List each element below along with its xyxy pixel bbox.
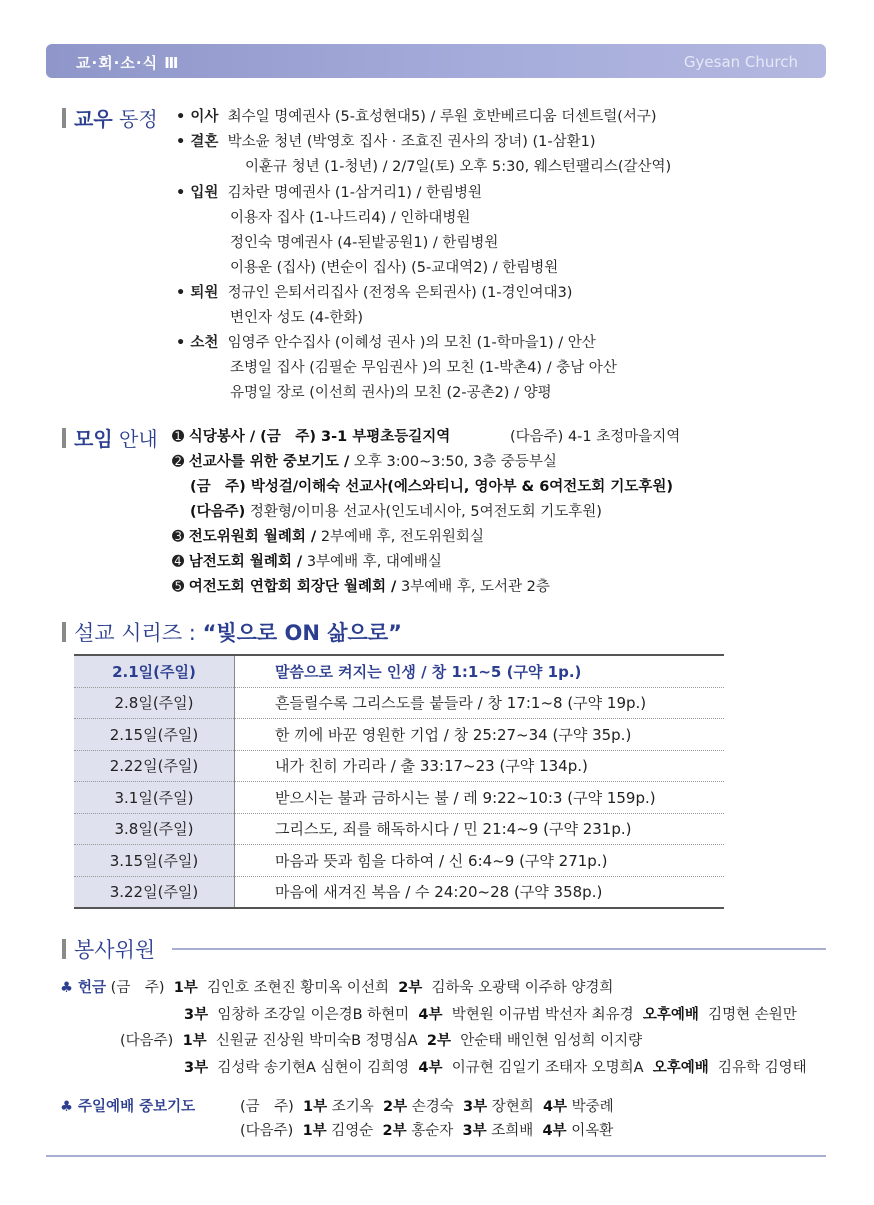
section-title-normal: 동정 [119,107,158,131]
sermon-title: 한 끼에 바꾼 영원한 기업 / 창 25:27~34 (구약 35p.) [235,719,725,751]
meeting-title: 식당봉사 / (금 주) 3-1 부평초등길지역 [188,429,451,445]
week-label: (다음주) [120,1033,174,1049]
meeting-item [172,575,550,596]
prayer-row [240,1095,614,1116]
sermon-title: 마음에 새겨진 복음 / 수 24:20~28 (구약 358p.) [235,876,725,908]
names: 이규현 김일기 조태자 오명희A [451,1060,644,1076]
number-icon: ➋ [172,454,185,470]
service-label: 1부 [173,980,198,996]
meeting-item [172,550,442,571]
meeting-title: 남전도회 월례회 / [188,554,303,570]
item-label: • 결혼 [176,134,219,150]
item-text: 김차란 명예권사 (1-삼거리1) / 한림병원 [227,185,482,201]
section-title-bold: 봉사위원 [74,938,156,962]
footer-divider [46,1155,826,1157]
names: 조희배 [491,1123,534,1139]
prayer-label: ♣ 주일예배 중보기도 [60,1099,196,1115]
names: 박현원 이규범 박선자 최유경 [451,1007,634,1023]
list-item [176,281,572,302]
prayer-row [240,1119,613,1140]
item-text: 정인숙 명예권사 (4-된밭공원1) / 한림병원 [230,235,499,251]
service-label: 3부 [184,1060,209,1076]
sermon-date: 2.8일(주일) [74,687,234,719]
meeting-title: 전도위원회 월례회 / [188,529,317,545]
section-title-bold: 교우 [74,107,113,131]
offering-row [120,1029,642,1050]
number-icon: ➊ [172,429,185,445]
item-text: 박소윤 청년 (박영호 집사 · 조효진 권사의 장녀) (1-삼환1) [227,134,596,150]
item-label: • 퇴원 [176,285,219,301]
service-label: 2부 [426,1033,451,1049]
sermon-date: 3.1일(주일) [74,782,234,814]
item-text: 최수일 명예권사 (5-효성현대5) / 루원 호반베르디움 더센트럴(서구) [227,109,657,125]
section-title-volunteers [62,934,155,964]
service-label: 3부 [462,1123,487,1139]
list-item [176,181,482,202]
item-text: 임영주 안수집사 (이혜성 권사 )의 모친 (1-학마을1) / 안산 [227,335,596,351]
offering-row [184,1003,797,1024]
item-text: 이용운 (집사) (변순이 집사) (5-교대역2) / 한림병원 [230,260,559,276]
section-bar [62,108,66,128]
meeting-item [172,450,557,471]
sermon-date: 2.1일(주일) [74,655,234,687]
list-item [245,155,671,176]
item-label: • 소천 [176,335,219,351]
section-title-bold: 설교 [74,621,115,645]
list-item [176,130,596,151]
names: 김인호 조현진 황미옥 이선희 [207,980,389,996]
names: 김유학 김영태 [718,1060,807,1076]
meeting-text: 오후 3:00~3:50, 3층 중등부실 [349,454,557,470]
item-label: • 이사 [176,109,219,125]
week-label: (금 주) [110,980,165,996]
sermon-date: 2.22일(주일) [74,750,234,782]
service-label: 2부 [382,1123,407,1139]
names: 손경숙 [411,1099,454,1115]
table-row [74,782,724,814]
table-row [74,845,724,877]
item-text: 이훈규 청년 (1-청년) / 2/7일(토) 오후 5:30, 웨스턴팰리스(갈산역) [245,159,672,175]
list-item [230,256,558,277]
service-label: 4부 [542,1123,567,1139]
offering-row [184,1056,807,1077]
meeting-title: 선교사를 위한 중보기도 / [188,454,350,470]
names: 장현희 [491,1099,534,1115]
list-item [176,331,596,352]
sermon-table [74,654,724,909]
list-item [176,105,657,126]
item-text: 변인자 성도 (4-한화) [230,310,364,326]
meeting-item [172,425,450,446]
item-text: 정규인 은퇴서리집사 (전정옥 은퇴권사) (1-경인여대3) [227,285,573,301]
list-item [230,306,363,327]
service-label: 1부 [302,1123,327,1139]
names: 박중례 [571,1099,614,1115]
service-label: 2부 [383,1099,408,1115]
number-icon: ➌ [172,529,185,545]
table-row [74,813,724,845]
list-item [230,231,498,252]
sermon-date: 3.22일(주일) [74,876,234,908]
names: 이옥환 [571,1123,614,1139]
table-row [74,876,724,908]
section-title-normal: 시리즈 : [121,621,196,645]
week-label: (다음주) [240,1123,294,1139]
meeting-sub-text: (금 주) 박성걸/이해숙 선교사(에스와티니, 영아부 & 6여전도회 기도후원) [190,479,674,495]
meeting-next: (다음주) 4-1 초정마을지역 [510,429,681,445]
sermon-date: 3.15일(주일) [74,845,234,877]
service-label: 오후예배 [642,1007,699,1023]
offering-row [60,976,613,997]
prayer-row [60,1095,195,1116]
names: 김영순 [331,1123,374,1139]
section-title-bold: 모임 [74,427,113,451]
meeting-sub-label: (다음주) [190,504,246,520]
service-label: 1부 [303,1099,328,1115]
meeting-sub [190,475,673,496]
names: 김명현 손원만 [708,1007,797,1023]
service-label: 4부 [418,1060,443,1076]
item-text: 조병일 집사 (김필순 무임권사 )의 모친 (1-박촌4) / 충남 아산 [230,360,617,376]
meeting-item [172,525,484,546]
divider [172,948,826,950]
offering-label: ♣ 헌금 [60,980,107,996]
number-icon: ➍ [172,554,185,570]
section-bar [62,428,66,448]
header-bar [46,44,826,78]
service-label: 1부 [182,1033,207,1049]
section-bar [62,939,66,959]
names: 임창하 조강일 이은경B 하현미 [217,1007,410,1023]
names: 김하욱 오광택 이주하 양경희 [431,980,614,996]
section-bar [62,622,66,642]
service-label: 4부 [418,1007,443,1023]
section-title-sermon [62,617,402,647]
sermon-title: 받으시는 불과 금하시는 불 / 레 9:22~10:3 (구약 159p.) [235,782,725,814]
table-row [74,687,724,719]
names: 조기옥 [331,1099,374,1115]
service-label: 4부 [542,1099,568,1115]
header-section-title: 교·회·소·식 Ⅲ [76,54,180,72]
meeting-text: 3부예배 후, 도서관 2층 [396,579,550,595]
names: 홍순자 [411,1123,454,1139]
section-title-member-news [62,103,158,132]
service-label: 3부 [184,1007,209,1023]
sermon-series-title: “빛으로 ON 삶으로” [202,621,402,645]
list-item [230,206,470,227]
sermon-title: 흔들릴수록 그리스도를 붙들라 / 창 17:1~8 (구약 19p.) [235,687,725,719]
table-row [74,750,724,782]
names: 신원균 진상원 박미숙B 정명심A [215,1033,418,1049]
service-label: 오후예배 [652,1060,709,1076]
table-row [74,719,724,751]
sermon-title: 그리스도, 죄를 해독하시다 / 민 21:4~9 (구약 231p.) [235,813,725,845]
header-church-name: Gyesan Church [683,53,798,71]
meeting-text: 3부예배 후, 대예배실 [302,554,442,570]
sermon-title: 내가 친히 가리라 / 출 33:17~23 (구약 134p.) [235,750,725,782]
service-label: 2부 [398,980,423,996]
sermon-title: 말씀으로 켜지는 인생 / 창 1:1~5 (구약 1p.) [235,655,725,687]
meeting-title: 여전도회 연합회 회장단 월례회 / [188,579,397,595]
section-title-normal: 안내 [119,427,158,451]
sermon-date: 3.8일(주일) [74,813,234,845]
item-label: • 입원 [176,185,219,201]
names: 안순태 배인현 임성희 이지량 [460,1033,643,1049]
service-label: 3부 [462,1099,488,1115]
meeting-sub [190,500,602,521]
sermon-title: 마음과 뜻과 힘을 다하여 / 신 6:4~9 (구약 271p.) [235,845,725,877]
names: 김성락 송기현A 심현이 김희영 [217,1060,410,1076]
list-item [230,356,617,377]
week-label: (금 주) [240,1099,294,1115]
number-icon: ➎ [172,579,185,595]
meeting-text: 2부예배 후, 전도위원회실 [316,529,484,545]
table-row [74,655,724,687]
sermon-date: 2.15일(주일) [74,719,234,751]
item-text: 이용자 집사 (1-나드리4) / 인하대병원 [230,210,471,226]
item-text: 유명일 장로 (이선희 권사)의 모친 (2-공촌2) / 양평 [230,385,552,401]
meeting-sub-text: 정환형/이미용 선교사(인도네시아, 5여전도회 기도후원) [245,504,602,520]
list-item [230,381,552,402]
section-title-meetings [62,423,158,452]
